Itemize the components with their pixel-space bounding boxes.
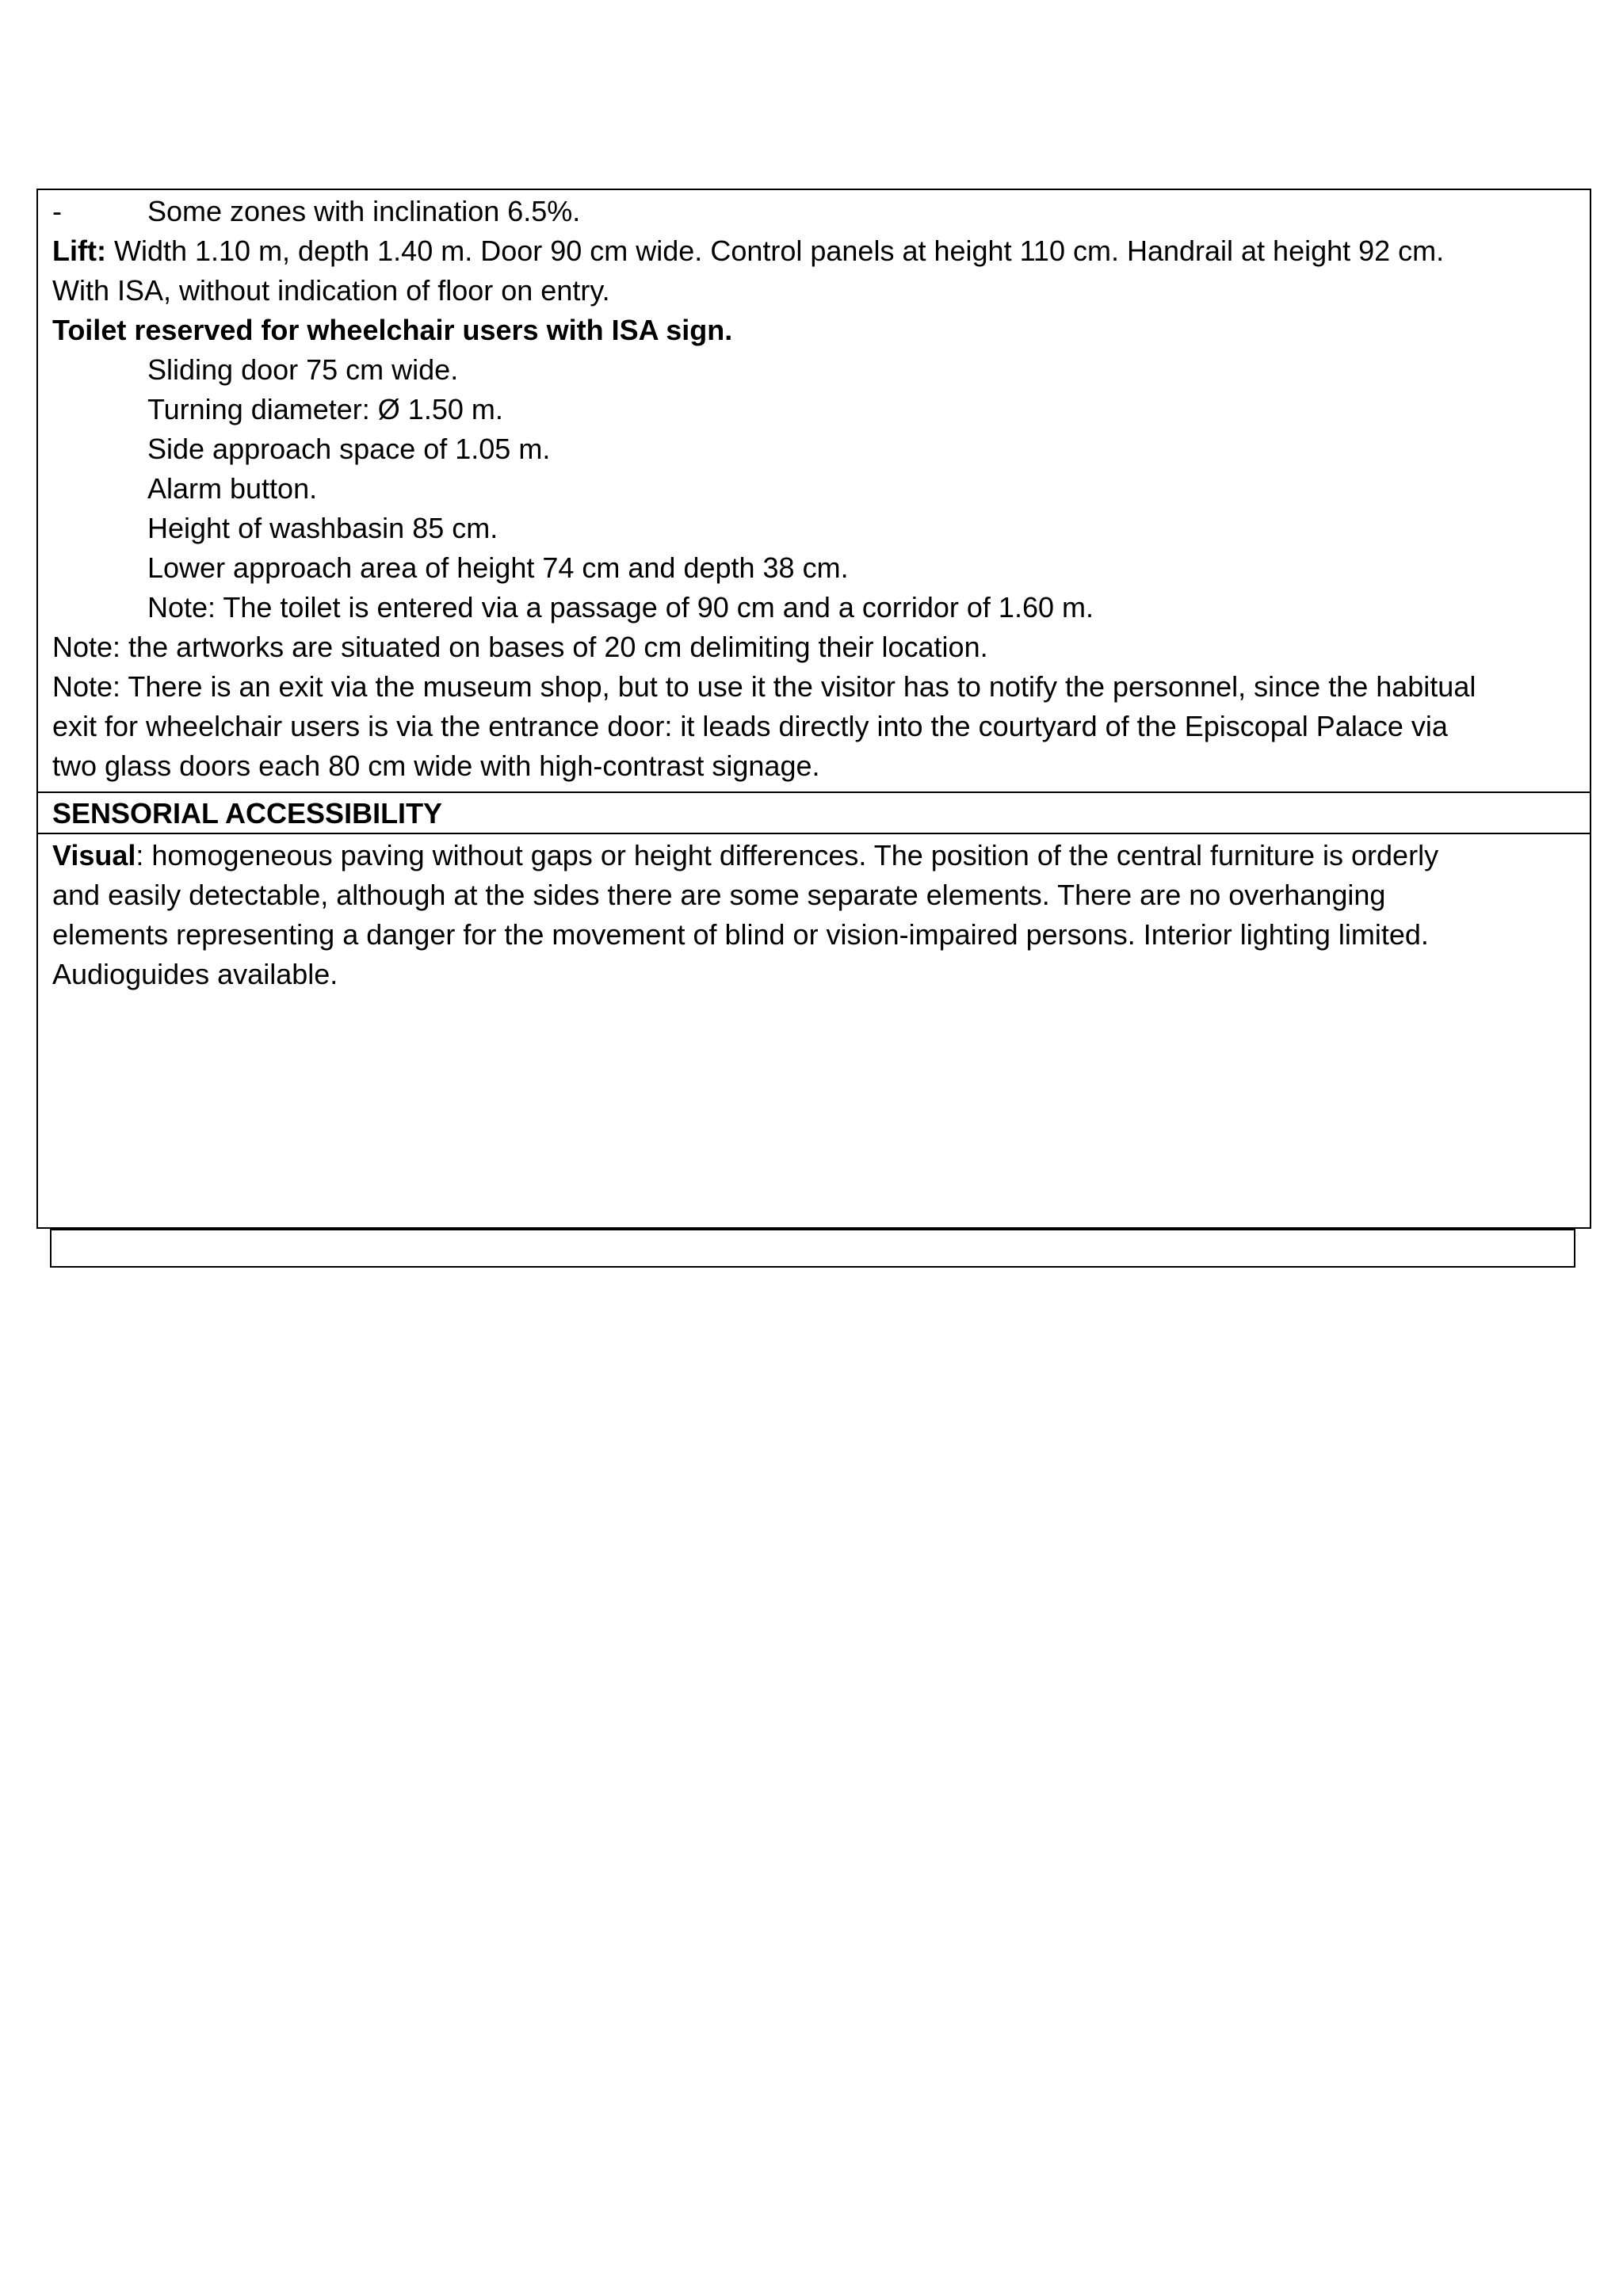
- lift-line-2: With ISA, without indication of floor on entry.: [52, 274, 610, 307]
- lift-label: Lift:: [52, 235, 106, 267]
- visual-line: [52, 836, 1575, 875]
- physical-accessibility-cell: [38, 190, 1590, 793]
- lift-description: Width 1.10 m, depth 1.40 m. Door 90 cm wide. Control panels at height 110 cm. Handrail at height 92 cm.: [105, 235, 1445, 267]
- visual-line: elements representing a danger for the movement of blind or vision-impaired persons. Interior lighting limited.: [52, 918, 1429, 951]
- note-artworks: Note: the artworks are situated on bases of 20 cm delimiting their location.: [52, 631, 988, 663]
- visual-description: : homogeneous paving without gaps or height differences. The position of the central furniture is orderly: [136, 839, 1439, 871]
- sensorial-body-cell: [38, 834, 1590, 994]
- inclination-line: [52, 192, 1575, 231]
- note-exit-line: two glass doors each 80 cm wide with high-contrast signage.: [52, 749, 820, 782]
- inclination-text: Some zones with inclination 6.5%.: [147, 195, 581, 227]
- visual-line: and easily detectable, although at the sides there are some separate elements. There are no overhanging: [52, 879, 1386, 911]
- toilet-item: Lower approach area of height 74 cm and depth 38 cm.: [147, 551, 849, 584]
- toilet-item: Side approach space of 1.05 m.: [147, 433, 551, 465]
- toilet-item: Sliding door 75 cm wide.: [147, 353, 459, 386]
- sensorial-heading-cell: [38, 793, 1590, 834]
- toilet-item: Note: The toilet is entered via a passage of 90 cm and a corridor of 1.60 m.: [147, 591, 1094, 624]
- toilet-item: Turning diameter: Ø 1.50 m.: [147, 393, 503, 425]
- accessibility-table: [36, 189, 1591, 1229]
- empty-table-row: [50, 1229, 1575, 1268]
- visual-label: Visual: [52, 839, 136, 871]
- section-heading: SENSORIAL ACCESSIBILITY: [52, 797, 443, 830]
- lift-line: [52, 231, 1575, 271]
- note-exit-line: exit for wheelchair users is via the entrance door: it leads directly into the courtyard of the Episcopal Palace via: [52, 710, 1448, 742]
- toilet-item: Height of washbasin 85 cm.: [147, 512, 498, 544]
- toilet-heading: Toilet reserved for wheelchair users with ISA sign.: [52, 314, 733, 346]
- bullet-dash: -: [52, 195, 62, 227]
- note-exit-line: Note: There is an exit via the museum shop, but to use it the visitor has to notify the personnel, since the habitual: [52, 670, 1476, 703]
- toilet-item: Alarm button.: [147, 472, 318, 505]
- visual-line: Audioguides available.: [52, 958, 338, 990]
